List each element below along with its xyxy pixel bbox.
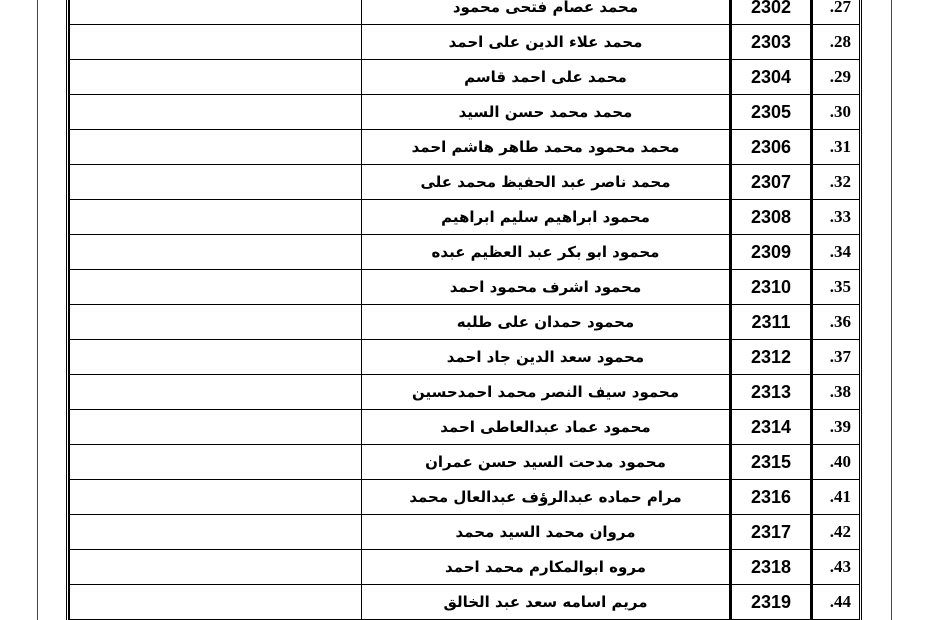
student-name-cell: مريم اسامه سعد عبد الخالق (362, 585, 731, 620)
notes-cell (70, 95, 362, 130)
notes-cell (70, 480, 362, 515)
row-number-cell: .30 (812, 95, 860, 130)
student-id-cell: 2309 (731, 235, 812, 270)
table-row (70, 375, 860, 410)
student-name-cell: محمد على احمد قاسم (362, 60, 731, 95)
student-name-cell: مروان محمد السيد محمد (362, 515, 731, 550)
row-number-cell: .31 (812, 130, 860, 165)
table-row (70, 340, 860, 375)
table-row (70, 130, 860, 165)
student-name-cell: محمد علاء الدين على احمد (362, 25, 731, 60)
student-id-cell: 2316 (731, 480, 812, 515)
table-row (70, 305, 860, 340)
student-name-cell: محمود ابراهيم سليم ابراهيم (362, 200, 731, 235)
notes-cell (70, 445, 362, 480)
student-name-cell: مروه ابوالمكارم محمد احمد (362, 550, 731, 585)
student-id-cell: 2314 (731, 410, 812, 445)
student-id-cell: 2311 (731, 305, 812, 340)
notes-cell (70, 375, 362, 410)
row-number-cell: .41 (812, 480, 860, 515)
notes-cell (70, 165, 362, 200)
row-number-cell: .27 (812, 0, 860, 25)
student-name-cell: محمود حمدان على طلبه (362, 305, 731, 340)
student-id-cell: 2312 (731, 340, 812, 375)
row-number-cell: .34 (812, 235, 860, 270)
row-number-cell: .37 (812, 340, 860, 375)
student-id-cell: 2308 (731, 200, 812, 235)
student-id-cell: 2302 (731, 0, 812, 25)
row-number-cell: .42 (812, 515, 860, 550)
notes-cell (70, 340, 362, 375)
student-name-cell: محمود عماد عبدالعاطى احمد (362, 410, 731, 445)
row-number-cell: .38 (812, 375, 860, 410)
table-row (70, 95, 860, 130)
student-roster-table (69, 0, 860, 620)
table-row (70, 0, 860, 25)
student-name-cell: محمد عصام فتحى محمود (362, 0, 731, 25)
student-id-cell: 2306 (731, 130, 812, 165)
table-row (70, 200, 860, 235)
student-id-cell: 2310 (731, 270, 812, 305)
notes-cell (70, 410, 362, 445)
student-name-cell: محمد ناصر عبد الحفيظ محمد على (362, 165, 731, 200)
student-id-cell: 2303 (731, 25, 812, 60)
notes-cell (70, 200, 362, 235)
table-row (70, 25, 860, 60)
student-name-cell: محمود اشرف محمود احمد (362, 270, 731, 305)
notes-cell (70, 515, 362, 550)
table-row (70, 410, 860, 445)
row-number-cell: .33 (812, 200, 860, 235)
row-number-cell: .32 (812, 165, 860, 200)
table-row (70, 270, 860, 305)
notes-cell (70, 25, 362, 60)
table-row (70, 165, 860, 200)
student-name-cell: محمود سيف النصر محمد احمدحسين (362, 375, 731, 410)
notes-cell (70, 270, 362, 305)
student-id-cell: 2305 (731, 95, 812, 130)
table-row (70, 480, 860, 515)
student-name-cell: محمد محمود محمد طاهر هاشم احمد (362, 130, 731, 165)
row-number-cell: .29 (812, 60, 860, 95)
student-id-cell: 2319 (731, 585, 812, 620)
document-sheet (66, 0, 862, 620)
row-number-cell: .36 (812, 305, 860, 340)
row-number-cell: .40 (812, 445, 860, 480)
table-row (70, 585, 860, 620)
table-row (70, 235, 860, 270)
student-id-cell: 2307 (731, 165, 812, 200)
table-row (70, 445, 860, 480)
notes-cell (70, 550, 362, 585)
row-number-cell: .28 (812, 25, 860, 60)
notes-cell (70, 585, 362, 620)
notes-cell (70, 305, 362, 340)
row-number-cell: .44 (812, 585, 860, 620)
student-name-cell: محمود مدحت السيد حسن عمران (362, 445, 731, 480)
row-number-cell: .35 (812, 270, 860, 305)
student-id-cell: 2304 (731, 60, 812, 95)
notes-cell (70, 235, 362, 270)
notes-cell (70, 0, 362, 25)
table-row (70, 550, 860, 585)
student-id-cell: 2317 (731, 515, 812, 550)
table-row (70, 60, 860, 95)
notes-cell (70, 60, 362, 95)
student-id-cell: 2313 (731, 375, 812, 410)
row-number-cell: .39 (812, 410, 860, 445)
student-id-cell: 2315 (731, 445, 812, 480)
student-name-cell: محمود ابو بكر عبد العظيم عبده (362, 235, 731, 270)
page-edge-right (891, 0, 892, 620)
row-number-cell: .43 (812, 550, 860, 585)
table-row (70, 515, 860, 550)
page-edge-left (37, 0, 38, 620)
student-id-cell: 2318 (731, 550, 812, 585)
student-name-cell: محمود سعد الدين جاد احمد (362, 340, 731, 375)
notes-cell (70, 130, 362, 165)
student-name-cell: مرام حماده عبدالرؤف عبدالعال محمد (362, 480, 731, 515)
roster-body (70, 0, 860, 620)
student-name-cell: محمد محمد حسن السيد (362, 95, 731, 130)
